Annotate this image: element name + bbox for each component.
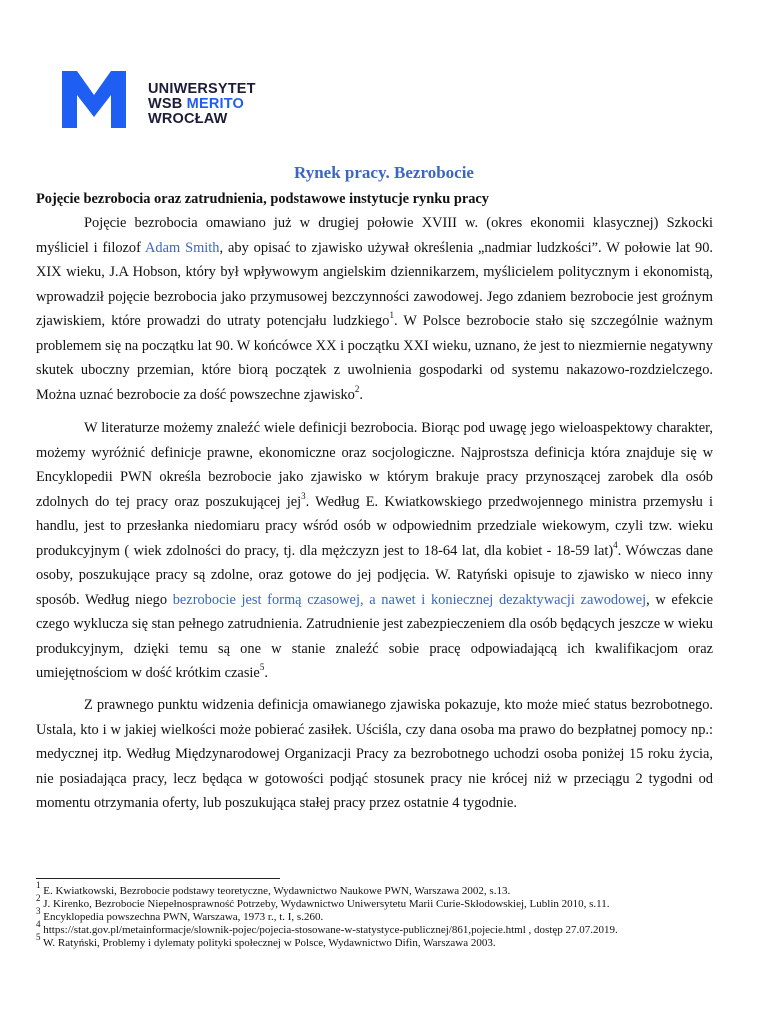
footnote-2: $^2$ J. Kirenko, Bezrobocie Niepełnosprawność Potrzeby, Wydawnictwo Uniwersytetu Marii Curie-Skłodowskiej, Lublin 2010, s.11. <box>36 893 610 910</box>
footnote-ref-3[interactable]: 3 <box>301 490 306 501</box>
document-title: Rynek pracy. Bezrobocie <box>294 163 474 182</box>
logo-merito: MERITO <box>186 96 244 112</box>
m-logo-icon <box>62 71 126 128</box>
paragraph-3: Z prawnego punktu widzenia definicja omawianego zjawiska pokazuje, kto może mieć status bezrobotnego. Ustala, kto i w jakiej wielkości może pobierać zasiłek. Uściśla, czy dana osoba ma prawo do bezpłatnej pomocy np.: medycznej itp. Według Międzynarodowej Organizacji Pracy za bezrobotnego uchodzi osoba poniżej 15 roku życia, nie posiadająca pracy, lecz będąca w gotowości podjąć stosunek pracy nie krócej niż w przeciągu 2 tygodni od momentu otrzymania oferty, lub poszukująca stałej pracy przez ostatnie 4 tygodnie. <box>36 697 713 811</box>
logo-line-1: UNIWERSYTET <box>148 81 256 97</box>
footnote-5: $^5$ W. Ratyński, Problemy i dylematy polityki społecznej w Polsce, Wydawnictwo Difin, Warszawa 2003. <box>36 932 496 949</box>
logo-line-2: WSB MERITO <box>148 96 244 112</box>
adam-smith-link[interactable]: Adam Smith <box>145 239 220 256</box>
footnote-3: $^3$ Encyklopedia powszechna PWN, Warszawa, 1973 r., t. I, s.260. <box>36 906 324 923</box>
footnote-1: $^1$ E. Kwiatkowski, Bezrobocie podstawy teoretyczne, Wydawnictwo Naukowe PWN, Warszawa 2002, s.13. <box>36 880 511 897</box>
logo-line-3: WROCŁAW <box>148 111 228 127</box>
footnote-4: $^4$ https://stat.gov.pl/metainformacje/slownik-pojec/pojecia-stosowane-w-statystyce-publicznej/861,pojecie.html , dostęp 27.07.2019. <box>36 919 618 936</box>
section-heading: Pojęcie bezrobocia oraz zatrudnienia, podstawowe instytucje rynku pracy <box>36 191 489 207</box>
ratynski-quote-link[interactable]: bezrobocie jest formą czasowej, a nawet i koniecznej dezaktywacji zawodowej <box>172 591 647 608</box>
paragraph-2: W literaturze możemy znaleźć wiele definicji bezrobocia. Biorąc pod uwagę jego wieloaspektowy charakter, możemy wyróżnić definicje prawne, ekonomiczne oraz socjologiczne. Najprostsza definicja która znajduje się w Encyklopedii PWN określa bezrobocie jako zjawisko w którym brakuje pracy przynoszącej zarobek dla osób zdolnych do tej pracy oraz poszukującej jej$^3$. Według E. Kwiatkowskiego przedwojennego ministra przemysłu i handlu, jest to przesłanka niedomiaru pracy wśród osób w odpowiednim przedziale wiekowym, czyli tzw. wieku produkcyjnym ( wiek zdolności do pracy, tj. dla mężczyzn jest to 18-64 lat, dla kobiet - 18-59 lat)$^4$. Wówczas dane osoby, poszukujące pracy są zdolne, oraz gotowe do jej podjęcia. W. Ratyński opisuje to zjawisko w nieco inny sposób. Według niego bezrobocie jest formą czasowej, a nawet i koniecznej dezaktywacji zawodowej, w efekcie czego wyklucza się stan pełnego zatrudnienia. Zatrudnienie jest zabezpieczeniem dla osób będących jeszcze w wieku produkcyjnym, dzięki temu są one w stanie znaleźć sobie pracę odpowiadającą ich kwalifikacjom oraz umiejętnościom w dość krótkim czasie$^5$. <box>36 420 713 681</box>
paragraph-1: Pojęcie bezrobocia omawiano już w drugiej połowie XVIII w. (okres ekonomii klasycznej) Szkocki myśliciel i filozof Adam Smith, aby opisać to zjawisko używał określenia „nadmiar ludzkości”. W połowie lat 90. XIX wieku, J.A Hobson, który był wpływowym angielskim dziennikarzem, myślicielem politycznym i ekonomistą, wprowadził pojęcie bezrobocia jako przymusowej bezczynności zawodowej. Jego zdaniem bezrobocie jest groźnym zjawiskiem, które prowadzi do utraty potencjału ludzkiego$^1$. W Polsce bezrobocie stało się szczególnie ważnym problemem się na początku lat 90. W końcówce XX i początku XXI wieku, uznano, że jest to niezmiernie negatywny skutek uboczny przemian, które biorą początek z uwolnienia gospodarki od systemu nakazowo-rozdzielczego. Można uznać bezrobocie za dość powszechne zjawisko$^2$. <box>36 215 713 403</box>
footnote-ref-5[interactable]: 5 <box>259 662 265 673</box>
university-logo <box>62 71 262 131</box>
footnote-ref-1[interactable]: 1 <box>389 310 394 321</box>
footnotes <box>36 880 726 950</box>
footnote-ref-4[interactable]: 4 <box>613 539 618 550</box>
logo-wordmark <box>148 82 256 127</box>
footnote-separator <box>36 878 280 879</box>
footnote-ref-2[interactable]: 2 <box>354 383 360 394</box>
